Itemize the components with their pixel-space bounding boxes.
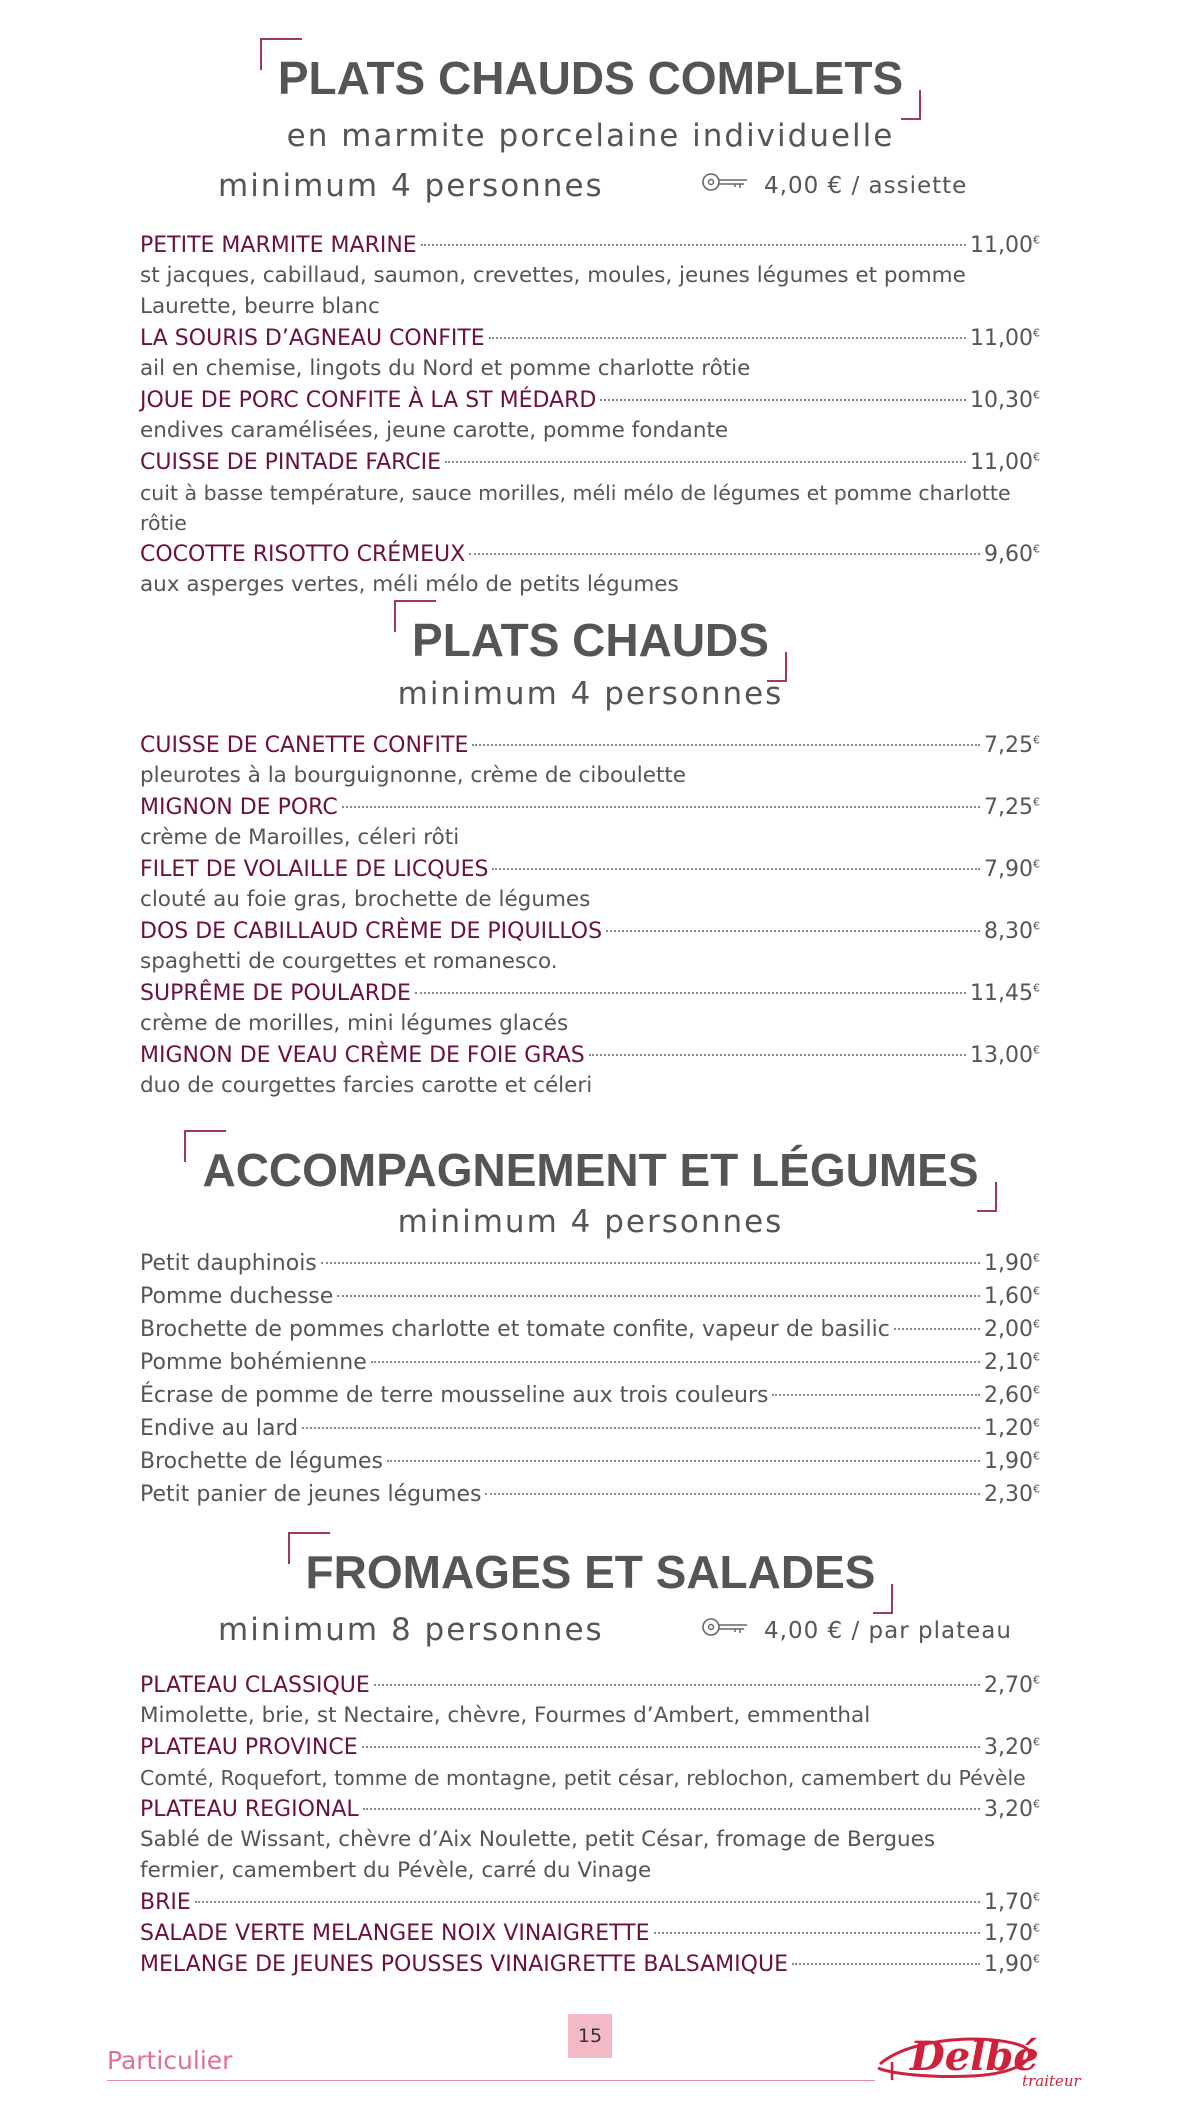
menu-item: SUPRÊME DE POULARDE 11,45€ bbox=[140, 981, 1040, 1006]
menu-item: Petit panier de jeunes légumes 2,30€ bbox=[140, 1482, 1040, 1507]
menu-item: CUISSE DE CANETTE CONFITE 7,25€ bbox=[140, 733, 1040, 758]
item-description: st jacques, cabillaud, saumon, crevettes, moules, jeunes légumes et pomme bbox=[140, 263, 966, 288]
menu-item: PLATEAU REGIONAL 3,20€ bbox=[140, 1797, 1040, 1822]
item-description: Mimolette, brie, st Nectaire, chèvre, Fourmes d’Ambert, emmenthal bbox=[140, 1703, 871, 1728]
page-number: 15 bbox=[568, 2014, 612, 2058]
svg-text:traiteur: traiteur bbox=[1022, 2072, 1081, 2090]
menu-item: BRIE 1,70€ bbox=[140, 1890, 1040, 1915]
minimum-persons: minimum 8 personnes bbox=[218, 1612, 604, 1648]
item-description: clouté au foie gras, brochette de légumes bbox=[140, 887, 591, 912]
item-description: aux asperges vertes, méli mélo de petits légumes bbox=[140, 572, 679, 597]
section-title-plats-chauds: PLATS CHAUDS bbox=[0, 612, 1181, 668]
menu-item: Endive au lard 1,20€ bbox=[140, 1416, 1040, 1441]
section-subtitle: minimum 4 personnes bbox=[397, 1204, 784, 1240]
minimum-persons: minimum 4 personnes bbox=[218, 168, 604, 204]
item-description: crème de morilles, mini légumes glacés bbox=[140, 1011, 569, 1036]
menu-item: Brochette de légumes 1,90€ bbox=[140, 1449, 1040, 1474]
items-accompagnement bbox=[140, 1248, 1040, 1512]
menu-item: CUISSE DE PINTADE FARCIE 11,00€ bbox=[140, 450, 1040, 475]
key-icon bbox=[700, 1616, 750, 1646]
item-description: Laurette, beurre blanc bbox=[140, 294, 380, 319]
menu-item: PETITE MARMITE MARINE 11,00€ bbox=[140, 233, 1040, 258]
delbe-traiteur-logo bbox=[872, 2016, 1092, 2092]
item-description: pleurotes à la bourguignonne, crème de ciboulette bbox=[140, 763, 687, 788]
item-description: crème de Maroilles, céleri rôti bbox=[140, 825, 460, 850]
platter-rental-info bbox=[700, 1616, 1012, 1646]
menu-item: JOUE DE PORC CONFITE À LA ST MÉDARD 10,30€ bbox=[140, 388, 1040, 413]
items-fromages bbox=[140, 1670, 1040, 1980]
menu-item: MIGNON DE VEAU CRÈME DE FOIE GRAS 13,00€ bbox=[140, 1043, 1040, 1068]
item-description: fermier, camembert du Pévèle, carré du Vinage bbox=[140, 1858, 652, 1883]
section-subtitle: en marmite porcelaine individuelle bbox=[286, 118, 895, 154]
svg-text:Delbé: Delbé bbox=[910, 2033, 1039, 2080]
item-description: endives caramélisées, jeune carotte, pomme fondante bbox=[140, 418, 729, 443]
menu-item: FILET DE VOLAILLE DE LICQUES 7,90€ bbox=[140, 857, 1040, 882]
menu-item: Pomme bohémienne 2,10€ bbox=[140, 1350, 1040, 1375]
items-plats-chauds-complets bbox=[140, 230, 1040, 601]
plate-rental-price: 4,00 € / assiette bbox=[764, 173, 968, 199]
menu-item: DOS DE CABILLAUD CRÈME DE PIQUILLOS 8,30€ bbox=[140, 919, 1040, 944]
item-description: spaghetti de courgettes et romanesco. bbox=[140, 949, 558, 974]
menu-item: PLATEAU CLASSIQUE 2,70€ bbox=[140, 1673, 1040, 1698]
plate-rental-info bbox=[700, 171, 967, 201]
menu-item: PLATEAU PROVINCE 3,20€ bbox=[140, 1735, 1040, 1760]
menu-item: Brochette de pommes charlotte et tomate confite, vapeur de basilic 2,00€ bbox=[140, 1317, 1040, 1342]
menu-item: Petit dauphinois 1,90€ bbox=[140, 1251, 1040, 1276]
key-icon bbox=[700, 171, 750, 201]
item-description: ail en chemise, lingots du Nord et pomme charlotte rôtie bbox=[140, 356, 751, 381]
items-plats-chauds bbox=[140, 730, 1040, 1102]
menu-item: Pomme duchesse 1,60€ bbox=[140, 1284, 1040, 1309]
menu-item: MELANGE DE JEUNES POUSSES VINAIGRETTE BALSAMIQUE 1,90€ bbox=[140, 1952, 1040, 1977]
section-title-accompagnement: ACCOMPAGNEMENT ET LÉGUMES bbox=[0, 1142, 1181, 1198]
item-description: cuit à basse température, sauce morilles, méli mélo de légumes et pomme charlotte rôtie bbox=[140, 481, 1011, 535]
item-description: Sablé de Wissant, chèvre d’Aix Noulette, petit César, fromage de Bergues bbox=[140, 1827, 936, 1852]
menu-item: SALADE VERTE MELANGEE NOIX VINAIGRETTE 1,70€ bbox=[140, 1921, 1040, 1946]
footer-label: Particulier bbox=[107, 2046, 233, 2075]
item-description: duo de courgettes farcies carotte et céleri bbox=[140, 1073, 593, 1098]
menu-item: MIGNON DE PORC 7,25€ bbox=[140, 795, 1040, 820]
menu-item: COCOTTE RISOTTO CRÉMEUX 9,60€ bbox=[140, 542, 1040, 567]
menu-item: LA SOURIS D’AGNEAU CONFITE 11,00€ bbox=[140, 326, 1040, 351]
platter-rental-price: 4,00 € / par plateau bbox=[764, 1618, 1012, 1644]
section-title-plats-chauds-complets: PLATS CHAUDS COMPLETS bbox=[0, 50, 1181, 106]
menu-item: Écrase de pomme de terre mousseline aux trois couleurs 2,60€ bbox=[140, 1383, 1040, 1408]
section-subtitle: minimum 4 personnes bbox=[397, 676, 784, 712]
item-description: Comté, Roquefort, tomme de montagne, petit césar, reblochon, camembert du Pévèle bbox=[140, 1766, 1026, 1790]
footer-divider bbox=[107, 2080, 875, 2081]
section-title-fromages: FROMAGES ET SALADES bbox=[0, 1544, 1181, 1600]
